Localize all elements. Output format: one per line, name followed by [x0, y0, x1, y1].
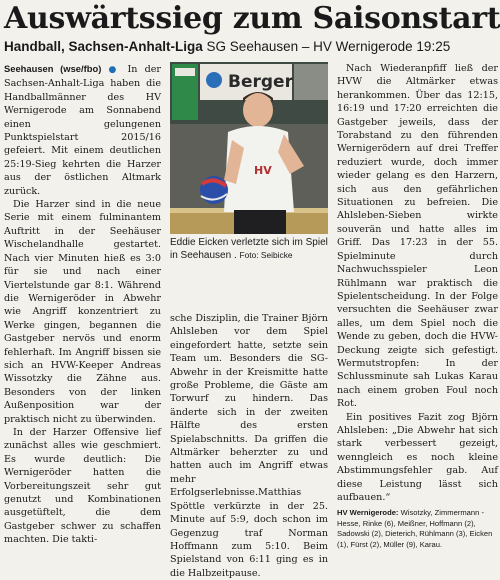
photo-credit: Foto: Seibicke: [239, 250, 293, 260]
paragraph: [4, 62, 161, 198]
paragraph-text: In der Sachsen-Anhalt-Liga haben die Handballmänner des HV Wernigerode am Sonnabend einen gelungenen Punktspielstart 2015/16 gefeiert. Mit einem deutlichen 25:19-Sieg kehrten die Harzer aus der östlichen Altmark zurück.: [4, 64, 161, 197]
paragraph: Die Harzer sind in die neue Serie mit einem fulminantem Auftritt in der Seehäuser Wischelandhalle gestartet. Nach vier Minuten hieß es 3:0 für sie und nach einer Viertelstunde gar 8:1. Während die Wernigeröder in Abwehr wie Angriff konzentriert zu Werke gingen, begannen die Gastgeber nervös und enorm fehlerhaft. Im Angriff bissen sie sich an HVW-Keeper Andreas Wissotzky die Zähne aus. Besonders von der linken Außenposition war der praktisch nicht zu überwinden.: [4, 199, 161, 425]
team-lineup: [337, 508, 498, 550]
paragraph: Ein positives Fazit zog Björn Ahlsleben: „Die Abwehr hat sich stark verbessert gezeigt, wenngleich es noch kleine Abstimmungsfehler gab. Auf diese Leistung lässt sich aufbauen.“: [337, 411, 498, 503]
article-columns: [4, 62, 498, 579]
headline: Auswärtssieg zum Saisonstart: [4, 1, 500, 36]
column-2: [170, 312, 328, 580]
photo-caption: [170, 236, 328, 262]
paragraph: Nach Wiederanpfiff ließ der HVW die Altmärker etwas herankommen. Über das 12:15, 16:19 und 17:20 erreichten die Gastgeber jeweils, dass der Torabstand zu den führenden Wernigerödern auf drei Treffer reduziert wurde, doch immer wieder gelang es den Harzern, sich aus den gefährlichen Situationen zu befreien. Die Ahlsleben-Sieben wirkte souverän und hatte alles im Griff. Das 17:23 in der 55. Spielminute durch Nachwuchsspieler Leon Rühlmann war praktisch die Spielentscheidung. In der Folge versuchten die Seehäuser zwar alles, um dem Spiel noch die Wende zu geben, doch die HVW-Deckung zeigte sich gefestigt. Wermutstropfen: In der Schlussminute sah Lukas Karau nach einem groben Foul noch Rot.: [337, 63, 498, 410]
bullet-dot-icon: ●: [108, 65, 121, 75]
lineup-text: Wisotzky, Zimmermann - Hesse, Rinke (6), Meißner, Hoffmann (2), Sadowski (2), Dieterich, Rühlmann (3), Eicken (1), Fürst (2), Müller (9), Karau.: [337, 508, 493, 549]
league-label: Handball, Sachsen-Anhalt-Liga: [4, 39, 203, 54]
sponsor-banner-text: Berger: [228, 72, 293, 92]
article-photo: [170, 62, 328, 234]
caption-text: Eddie Eicken verletzte sich im Spiel in Seehausen .: [170, 237, 328, 261]
match-result: SG Seehausen – HV Wernigerode 19:25: [206, 39, 451, 54]
dateline: Seehausen (wse/fbo): [4, 63, 102, 74]
paragraph: sche Disziplin, die Trainer Björn Ahlsleben vor dem Spiel eingefordert hatte, setzte sein Team um. Besonders die SG-Abwehr in der Kreismitte hatte große Probleme, die Gäste am Torwurf zu hindern. Das änderte sich in der zweiten Hälfte des ersten Spielabschnitts. Da griffen die Altmärker beherzter zu und hatten auch im Angriff etwas mehr Erfolgserlebnisse.Matthias Spöttle verkürzte in der 25. Minute auf 5:9, doch schon im Gegenzug traf Norman Hoffmann zum 5:10. Beim Spielstand von 6:11 ging es in die Halbzeitpause.: [170, 313, 328, 579]
lineup-label: HV Wernigerode:: [337, 508, 399, 518]
subheadline: [4, 38, 496, 56]
paragraph: In der Harzer Offensive lief zunächst alles wie geschmiert. Es wurde deutlich: Die Wernigeröder hatten die Vorbereitungszeit sehr gut genutzt und Kombinationen ausgetüftelt, die dem Gastgeber schwer zu schaffen machten. Die takti-: [4, 426, 161, 546]
handball-player-photo: [170, 62, 328, 234]
column-1: [4, 62, 161, 547]
column-3: [337, 62, 498, 550]
svg-text:HV: HV: [254, 164, 272, 177]
